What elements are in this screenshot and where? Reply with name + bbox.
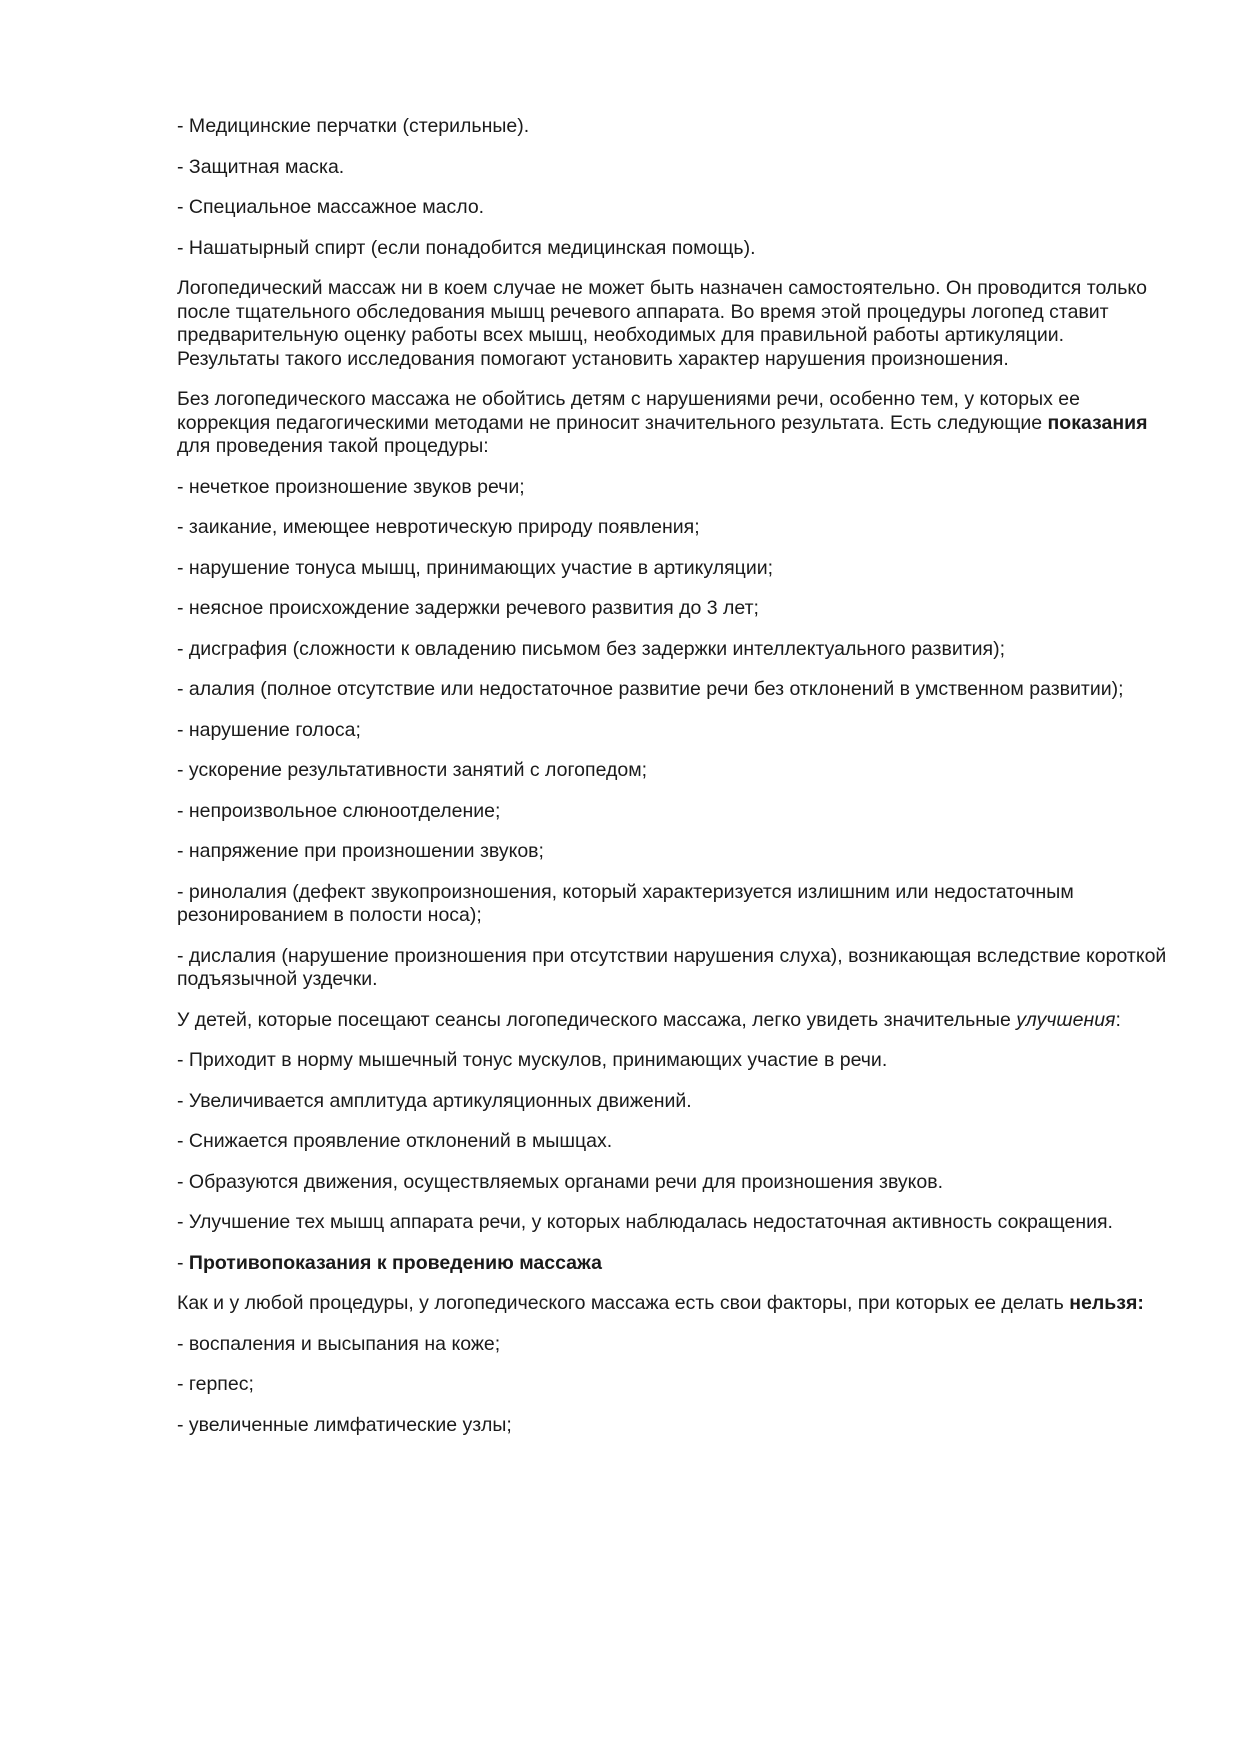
text: У детей, которые посещают сеансы логопедического массажа, легко увидеть значительные — [177, 1008, 1017, 1031]
list-item: - Образуются движения, осуществляемых органами речи для произношения звуков. — [177, 1170, 943, 1193]
list-item: - дисграфия (сложности к овладению письмом без задержки интеллектуального развития); — [177, 637, 1006, 660]
text: - — [177, 1251, 189, 1274]
list-item: - неясное происхождение задержки речевого развития до 3 лет; — [177, 597, 759, 619]
list-item: - Защитная маска. — [177, 155, 345, 178]
list-item: - нарушение голоса; — [177, 718, 361, 741]
text: для проведения такой процедуры: — [177, 435, 489, 457]
paragraph-improvements — [177, 1009, 1167, 1033]
list-item: - Увеличивается амплитуда артикуляционных движений. — [177, 1089, 692, 1112]
section-heading-contraindications — [177, 1252, 1167, 1276]
list-item: - Снижается проявление отклонений в мышцах. — [177, 1130, 613, 1152]
list-item: - Приходит в норму мышечный тонус мускулов, принимающих участие в речи. — [177, 1049, 888, 1071]
paragraph-contraindications — [177, 1292, 1167, 1316]
text: Как и у любой процедуры, у логопедического массажа есть свои факторы, при которых ее делать — [177, 1292, 1070, 1314]
list-item: - Медицинские перчатки (стерильные). — [177, 115, 530, 137]
list-item: - напряжение при произношении звуков; — [177, 840, 544, 862]
list-item: - ускорение результативности занятий с логопедом; — [177, 759, 648, 781]
list-item: - герпес; — [177, 1373, 254, 1395]
document-page — [177, 115, 1167, 1454]
bold-term: нельзя: — [1069, 1292, 1144, 1314]
list-item: - увеличенные лимфатические узлы; — [177, 1413, 512, 1436]
text: Без логопедического массажа не обойтись детям с нарушениями речи, особенно тем, у которых ее коррекция педагогическими методами не приносит значительного результата. Есть следующие — [177, 388, 1080, 434]
list-item: - дислалия (нарушение произношения при отсутствии нарушения слуха), возникающая вследствие короткой подъязычной уздечки. — [177, 944, 1167, 990]
list-item: - Нашатырный спирт (если понадобится медицинская помощь). — [177, 236, 756, 259]
bold-term: показания — [1047, 411, 1148, 434]
list-item: - непроизвольное слюноотделение; — [177, 799, 501, 822]
italic-term: улучшения — [1016, 1008, 1116, 1031]
list-item: - Улучшение тех мышц аппарата речи, у которых наблюдалась недостаточная активность сокращения. — [177, 1211, 1113, 1233]
list-item: - воспаления и высыпания на коже; — [177, 1332, 501, 1355]
list-item: - алалия (полное отсутствие или недостаточное развитие речи без отклонений в умственном развитии); — [177, 678, 1124, 700]
list-item: - нечеткое произношение звуков речи; — [177, 475, 525, 498]
list-item: - ринолалия (дефект звукопроизношения, который характеризуется излишним или недостаточным резонированием в полости носа); — [177, 880, 1074, 926]
list-item: - заикание, имеющее невротическую природу появления; — [177, 516, 700, 538]
text: : — [1115, 1008, 1121, 1031]
paragraph-assessment: Логопедический массаж ни в коем случае не может быть назначен самостоятельно. Он проводится только после тщательного обследования мышц речевого аппарата. Во время этой процедуры логопед ставит предварительную оценку работы всех мышц, необходимых для правильной работы артикуляции. Результаты такого исследования помогают установить характер нарушения произношения. — [177, 277, 1148, 370]
list-item: - Специальное массажное масло. — [177, 196, 485, 218]
list-item: - нарушение тонуса мышц, принимающих участие в артикуляции; — [177, 556, 774, 579]
paragraph-indications — [177, 388, 1167, 459]
bold-heading: Противопоказания к проведению массажа — [188, 1251, 602, 1274]
